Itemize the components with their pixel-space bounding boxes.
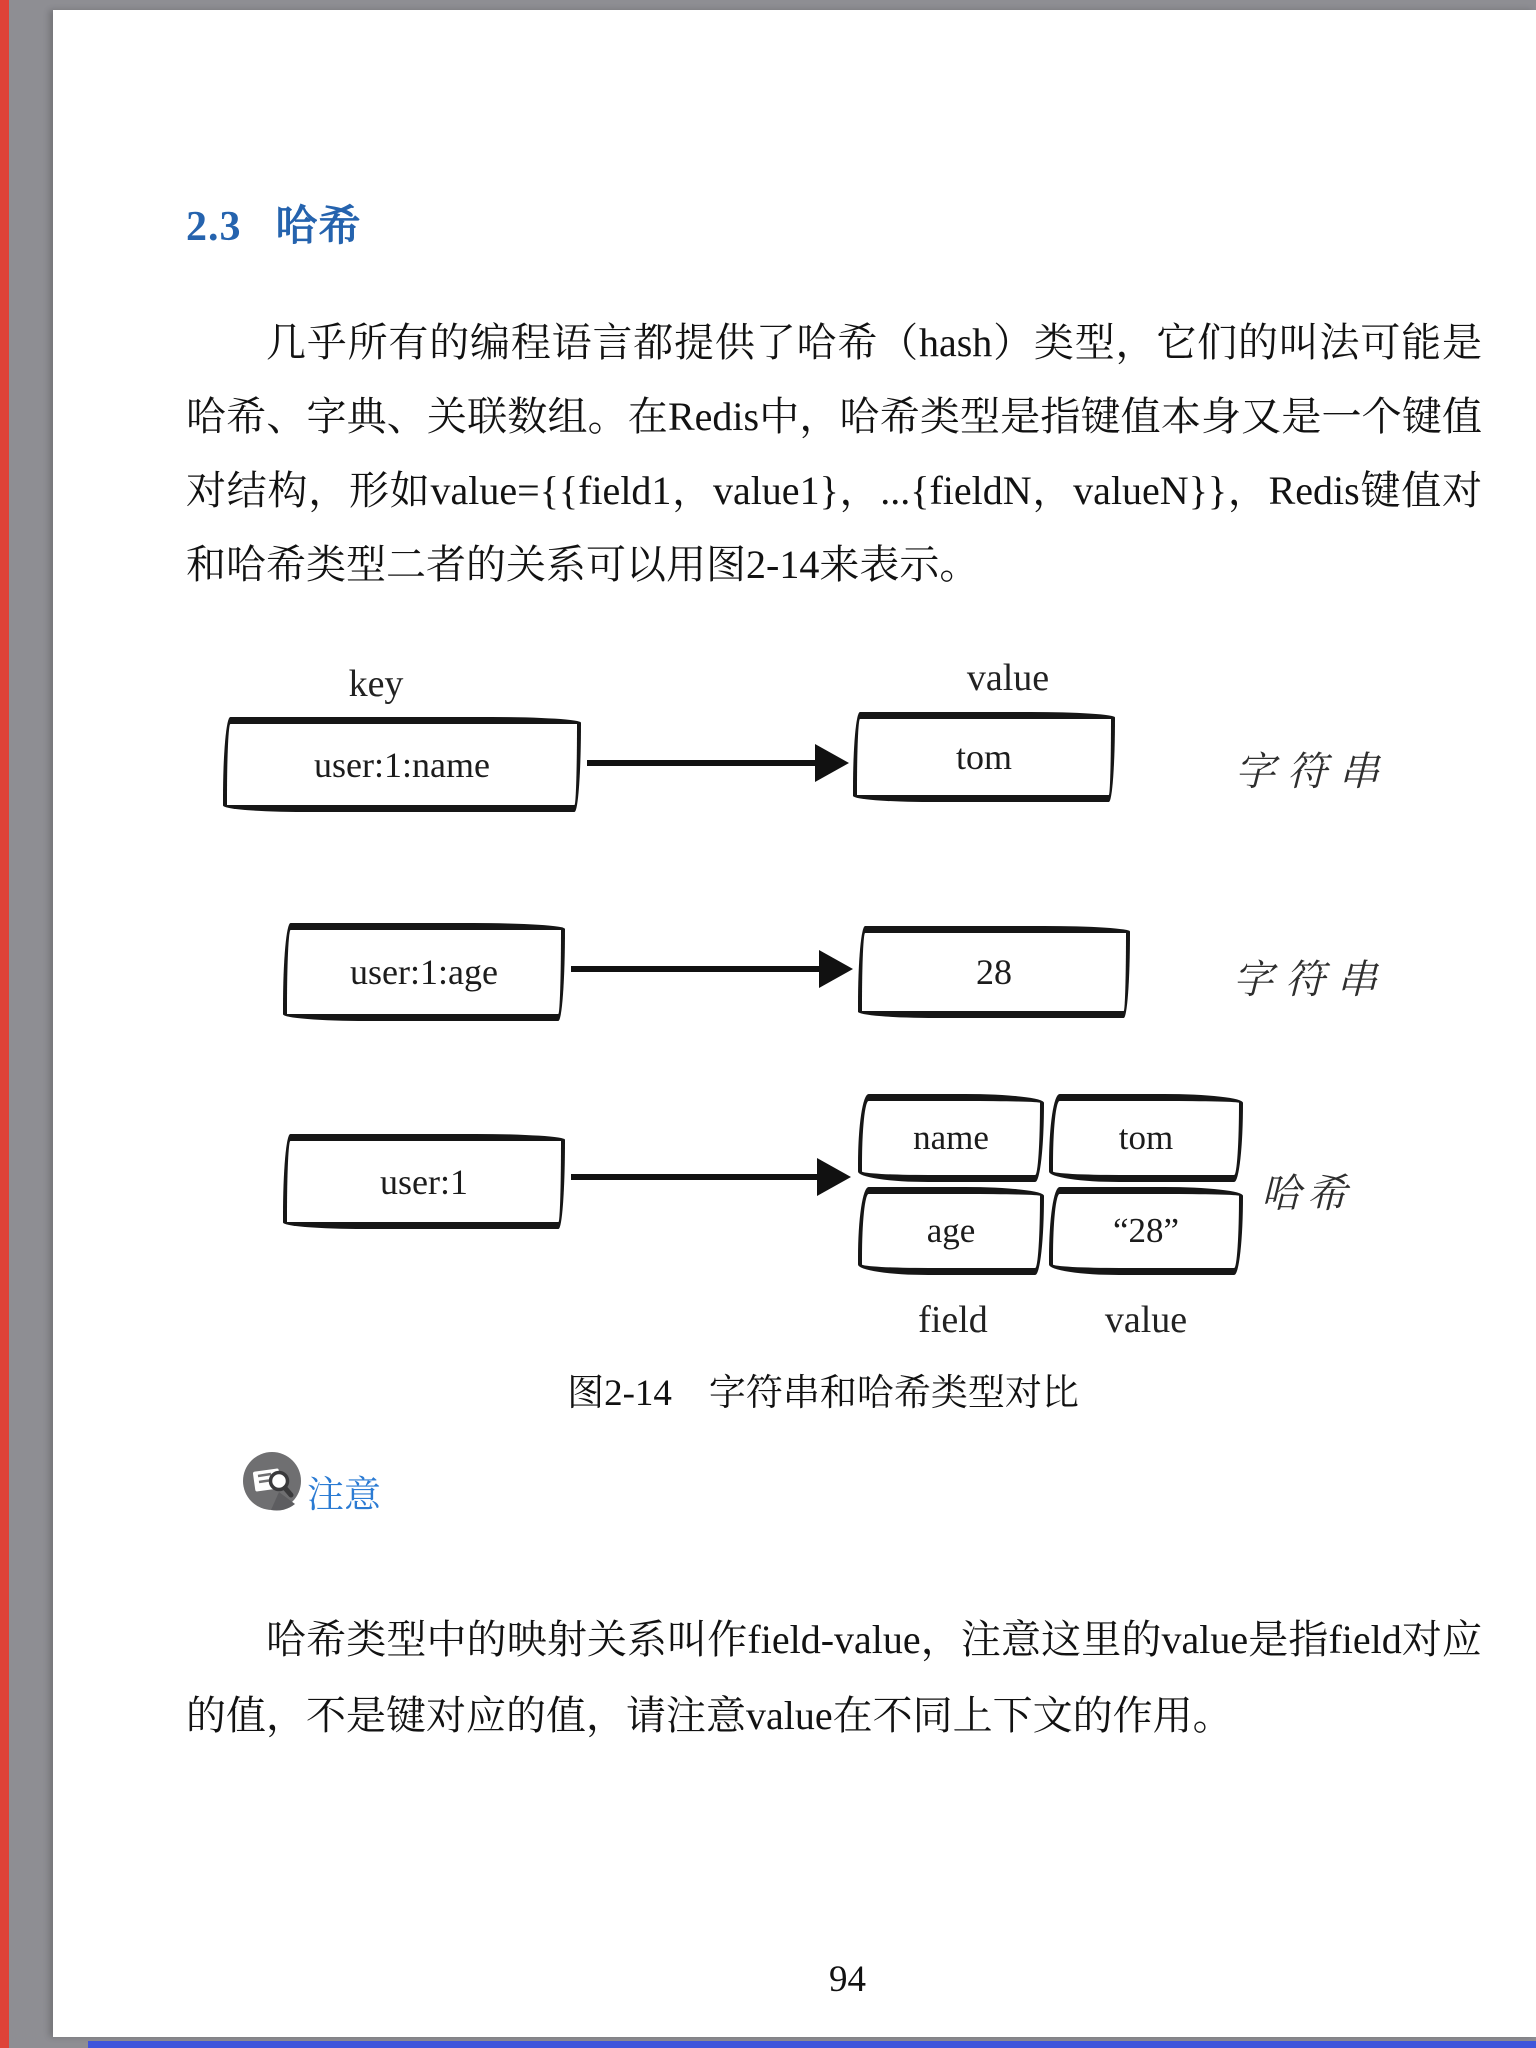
section-number: 2.3: [186, 204, 242, 250]
hash-table: [858, 1094, 1243, 1275]
key-box-user-1-age: [283, 923, 565, 1021]
note-paragraph: 哈希类型中的映射关系叫作field-value，注意这里的value是指field对应的值，不是键对应的值，请注意value在不同上下文的作用。: [186, 1617, 1482, 1738]
arrow-head-icon: [817, 1158, 851, 1196]
arrow-shaft: [587, 760, 815, 766]
type-label-hash: 哈希: [1261, 1171, 1353, 1216]
left-edge-red-bar: [0, 0, 9, 2048]
section-heading: [186, 193, 362, 253]
column-label-key: key: [348, 663, 404, 705]
type-label-string-1: 字符串: [1235, 749, 1391, 794]
arrow-shaft: [571, 1174, 817, 1180]
note-icon: [241, 1450, 303, 1512]
arrow-row2: [571, 950, 853, 988]
section-title: 哈希: [275, 204, 362, 250]
arrow-head-icon: [815, 744, 849, 782]
hash-cell-value-tom: tom: [1049, 1094, 1243, 1182]
footer-label-value: value: [1104, 1299, 1188, 1341]
book-page: [53, 10, 1536, 2037]
arrow-row1: [587, 744, 849, 782]
arrow-row3: [571, 1158, 851, 1196]
value-box-28: [858, 926, 1130, 1018]
type-label-string-2: 字符串: [1233, 957, 1389, 1002]
hash-cell-value-28: “28”: [1049, 1187, 1243, 1275]
figure-caption: 图2-14 字符串和哈希类型对比: [567, 1373, 1079, 1414]
value-box-tom: [853, 712, 1115, 802]
bottom-edge-blue-bar: [88, 2041, 1536, 2048]
hash-cell-field-age: age: [858, 1187, 1044, 1275]
key-text: user:1:age: [350, 952, 498, 992]
key-text: user:1: [380, 1161, 468, 1202]
key-box-user-1-name: [223, 717, 581, 812]
hash-cell-field-name: name: [858, 1094, 1044, 1182]
note-marker: [241, 1450, 381, 1516]
key-box-user-1: [283, 1134, 565, 1229]
column-label-value: value: [966, 657, 1050, 699]
arrow-head-icon: [819, 950, 853, 988]
value-text: tom: [955, 737, 1012, 777]
arrow-shaft: [571, 966, 819, 972]
note-label: 注意: [307, 1475, 381, 1516]
value-text: 28: [976, 952, 1012, 992]
page-number: 94: [829, 1959, 866, 2000]
footer-label-field: field: [918, 1299, 988, 1341]
key-text: user:1:name: [314, 744, 490, 785]
intro-paragraph: 几乎所有的编程语言都提供了哈希（hash）类型，它们的叫法可能是哈希、字典、关联数组。在Redis中，哈希类型是指键值本身又是一个键值对结构，形如value={{field1，value1}，...{fieldN，valueN}}，Redis键值对和哈希类型二者的关系可以用图2-14来表示。: [186, 320, 1482, 587]
